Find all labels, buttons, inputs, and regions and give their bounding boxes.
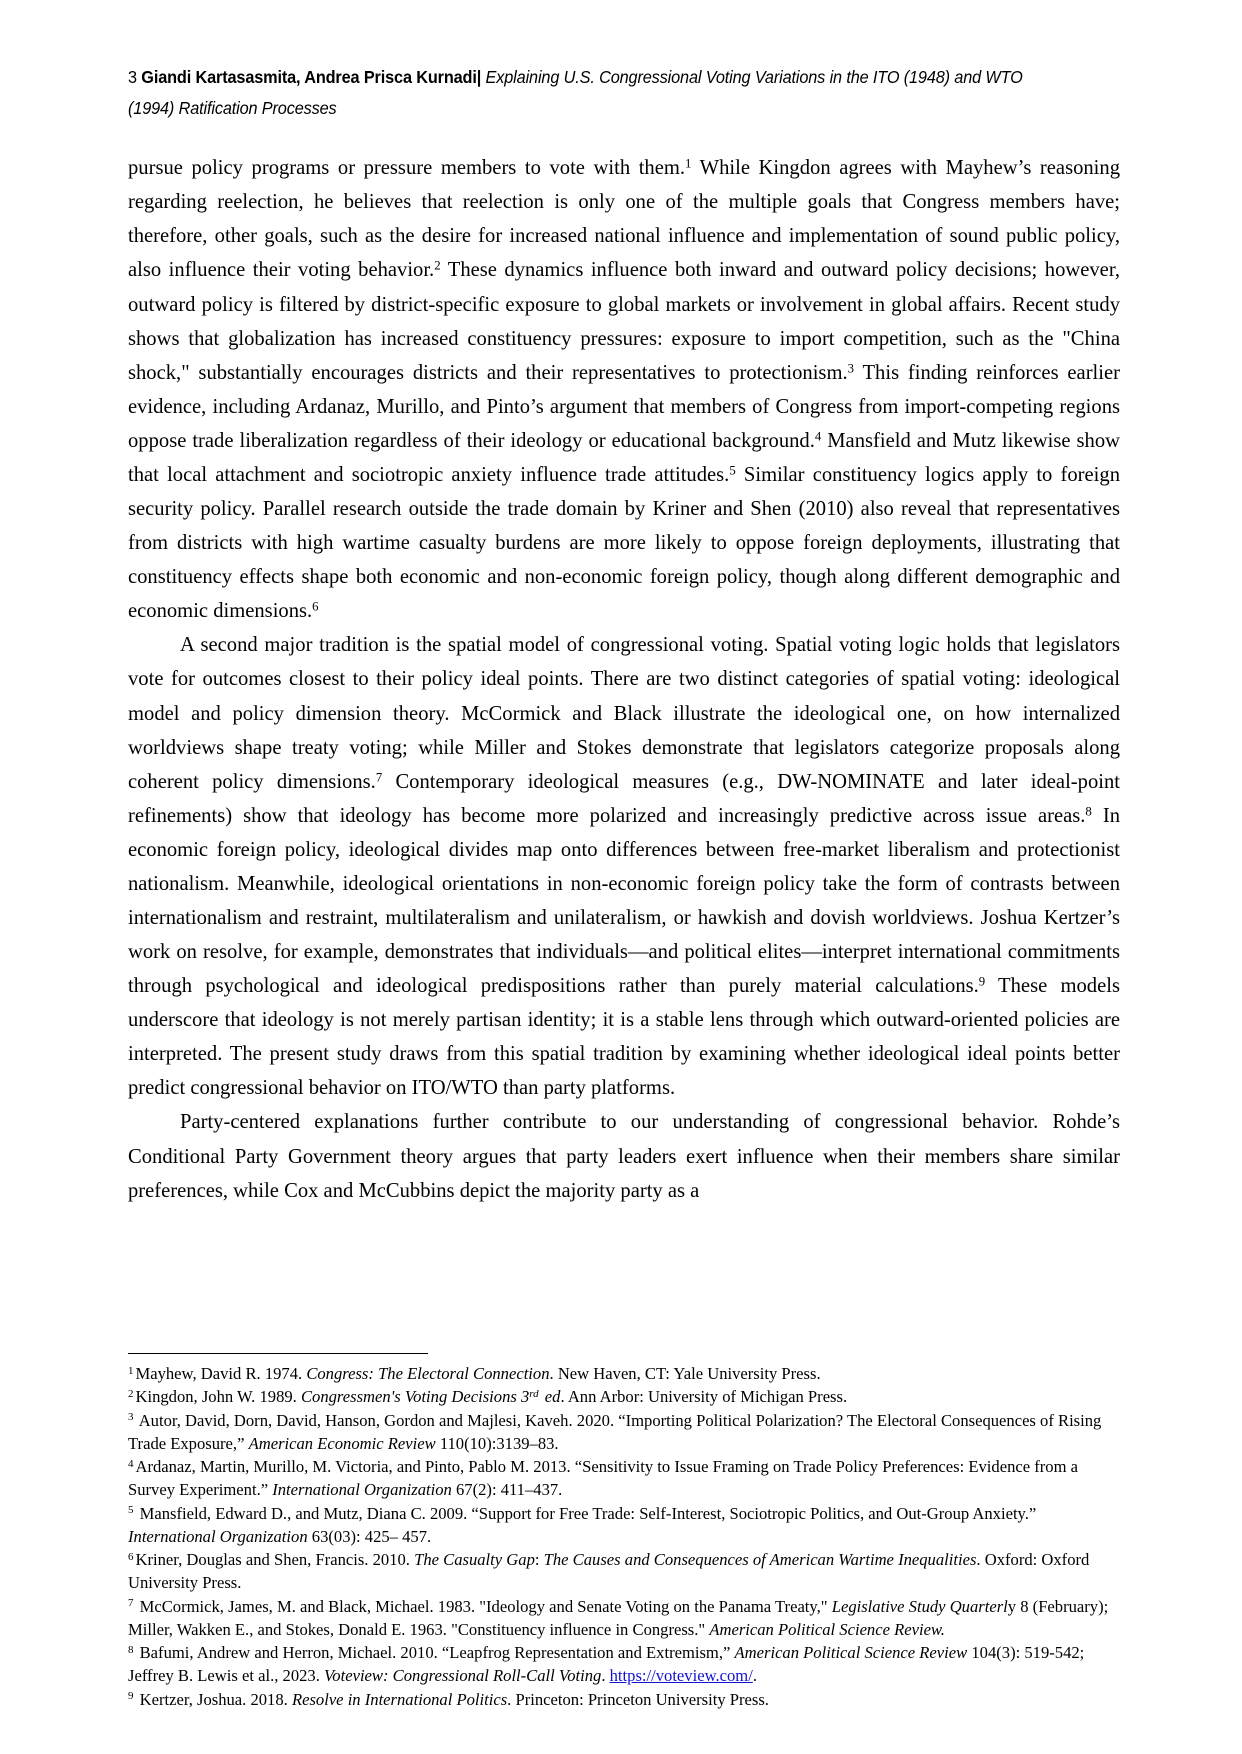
footnote-text: . Princeton: Princeton University Press. xyxy=(507,1689,769,1709)
footnote-marker: 4 xyxy=(128,1457,134,1470)
header-page-number: 3 xyxy=(128,67,137,87)
footnote-marker: 1 xyxy=(128,1364,134,1377)
footnote-marker: 3 xyxy=(128,1411,134,1424)
footnote-italic-text: Legislative Study Quarterl xyxy=(831,1596,1008,1616)
footnote-item xyxy=(128,1642,1120,1688)
footnote-marker: 2 xyxy=(128,1387,134,1400)
p2-segment-b: Contemporary ideological measures (e.g., DW-NOMINATE and later ideal-point refinements) show that ideology has become more polarized and increasingly predictive across issue areas. xyxy=(128,770,1120,827)
footnote-italic-text: Resolve in International Politics xyxy=(291,1689,508,1709)
footnote-italic-text: International Organization xyxy=(128,1526,308,1546)
footnote-text: Bafumi, Andrew and Herron, Michael. 2010. “Leapfrog Representation and Extremism,” xyxy=(135,1643,735,1663)
paragraph-3 xyxy=(128,1105,1120,1207)
header-authors: Giandi Kartasasmita, Andrea Prisca Kurnadi xyxy=(141,67,477,87)
footnote-italic-text: Congress: The Electoral Connection xyxy=(306,1363,550,1383)
footnote-ref-8[interactable]: 8 xyxy=(1085,804,1092,819)
footnote-italic-text: American Political Science Review xyxy=(734,1643,968,1663)
p1-segment-f: Similar constituency logics apply to foreign security policy. Parallel research outside the trade domain by Kriner and Shen (2010) also reveal that representatives from districts with high wartime casualty burdens are more likely to oppose foreign deployments, illustrating that constituency effects shape both economic and non-economic foreign policy, though along different demographic and economic dimensions. xyxy=(128,463,1120,623)
running-header xyxy=(128,62,1120,123)
footnote-italic-text: American Economic Review xyxy=(248,1433,436,1453)
footnote-marker: 7 xyxy=(128,1597,134,1610)
footnote-marker: 5 xyxy=(128,1504,134,1517)
paragraph-2 xyxy=(128,628,1120,1105)
p1-segment-a: pursue policy programs or pressure members to vote with them. xyxy=(128,157,686,180)
footnote-text: 104(3): 519-542; Jeffrey B. Lewis et al., 2023. xyxy=(128,1643,1085,1686)
footnote-area xyxy=(128,1353,1120,1712)
footnote-ref-1[interactable]: 1 xyxy=(685,156,692,171)
p1-segment-d: This finding reinforces earlier evidence, including Ardanaz, Murillo, and Pinto’s argument that members of Congress from import-competing regions oppose trade liberalization regardless of their ideology or educational background. xyxy=(128,361,1120,452)
footnote-text: 63(03): 425– 457. xyxy=(307,1526,432,1546)
footnote-item xyxy=(128,1363,1120,1386)
footnote-italic-text: ed xyxy=(540,1387,561,1407)
footnote-italic-text: Voteview: Congressional Roll-Call Voting xyxy=(324,1666,602,1686)
header-title-line-2: (1994) Ratification Processes xyxy=(128,97,337,118)
footnote-text: Mansfield, Edward D., and Mutz, Diana C. 2009. “Support for Free Trade: Self-Interest, Sociotropic Politics, and Out-Group Anxiety.” xyxy=(135,1503,1037,1523)
p1-segment-e: Mansfield and Mutz likewise show that local attachment and sociotropic anxiety influence trade attitudes. xyxy=(128,429,1120,486)
p1-segment-c: These dynamics influence both inward and outward policy decisions; however, outward policy is filtered by district-specific exposure to global markets or involvement in global affairs. Recent study shows that globalization has increased constituency pressures: exposure to import competition, such as the "China shock," substantially encourages districts and their representatives to protectionism. xyxy=(128,259,1121,384)
footnote-item xyxy=(128,1549,1120,1595)
header-title-line-1: Explaining U.S. Congressional Voting Variations in the ITO (1948) and WTO xyxy=(485,67,1023,87)
header-separator: | xyxy=(476,67,482,87)
footnote-text: : xyxy=(534,1550,544,1570)
footnote-hyperlink[interactable]: https://voteview.com/ xyxy=(609,1666,753,1686)
footnote-text: . New Haven, CT: Yale University Press. xyxy=(549,1363,821,1383)
footnote-text: . xyxy=(601,1666,610,1686)
footnote-marker: 6 xyxy=(128,1550,134,1563)
footnote-separator-rule xyxy=(128,1353,428,1354)
footnote-text: Mayhew, David R. 1974. xyxy=(135,1363,307,1383)
footnote-text: y 8 (February); Miller, Wakken E., and Stokes, Donald E. 1963. "Constituency influence in Congress." xyxy=(128,1596,1109,1639)
footnote-ref-9[interactable]: 9 xyxy=(978,974,986,989)
footnote-text: . xyxy=(752,1666,757,1686)
footnote-ref-3[interactable]: 3 xyxy=(847,361,855,376)
footnote-item xyxy=(128,1386,1120,1409)
footnote-text: Autor, David, Dorn, David, Hanson, Gordon and Majlesi, Kaveh. 2020. “Importing Political Polarization? The Electoral Consequences of Rising Trade Exposure,” xyxy=(128,1410,1102,1453)
body-text xyxy=(128,151,1120,1207)
footnote-text: Kertzer, Joshua. 2018. xyxy=(135,1689,292,1709)
p1-segment-b: While Kingdon agrees with Mayhew’s reasoning regarding reelection, he believes that reelection is only one of the multiple goals that Congress members have; therefore, other goals, such as the desire for increased national influence and implementation of sound public policy, also influence their voting behavior. xyxy=(128,157,1120,282)
footnote-text: 110(10):3139–83. xyxy=(435,1433,559,1453)
footnote-item xyxy=(128,1596,1120,1642)
footnote-ordinal-suffix: rd xyxy=(529,1387,539,1400)
footnote-text: Kingdon, John W. 1989. xyxy=(135,1387,301,1407)
footnote-marker: 8 xyxy=(128,1643,134,1656)
footnote-list xyxy=(128,1363,1120,1712)
footnote-text: . Oxford: Oxford University Press. xyxy=(128,1550,1090,1593)
footnote-text: Ardanaz, Martin, Murillo, M. Victoria, and Pinto, Pablo M. 2013. “Sensitivity to Issue Framing on Trade Policy Preferences: Evidence from a Survey Experiment.” xyxy=(128,1457,1079,1500)
paragraph-1 xyxy=(128,151,1120,628)
p2-segment-a: A second major tradition is the spatial model of congressional voting. Spatial voting logic holds that legislators vote for outcomes closest to their policy ideal points. There are two distinct categories of spatial voting: ideological model and policy dimension theory. McCormick and Black illustrate the ideological one, on how internalized worldviews shape treaty voting; while Miller and Stokes demonstrate that legislators categorize proposals along coherent policy dimensions. xyxy=(128,634,1120,793)
footnote-item xyxy=(128,1456,1120,1502)
footnote-ref-6[interactable]: 6 xyxy=(312,599,319,614)
footnote-italic-text: Congressmen's Voting Decisions 3 xyxy=(300,1387,530,1407)
footnote-item xyxy=(128,1689,1120,1712)
footnote-item xyxy=(128,1503,1120,1549)
footnote-italic-text: American Political Science Review. xyxy=(709,1619,945,1639)
footnote-italic-text: The Casualty Gap xyxy=(414,1550,535,1570)
footnote-ref-2[interactable]: 2 xyxy=(434,258,441,273)
footnote-marker: 9 xyxy=(128,1690,134,1703)
p3-segment-a: Party-centered explanations further contribute to our understanding of congressional behavior. Rohde’s Conditional Party Government theory argues that party leaders exert influence when their members share similar preferences, while Cox and McCubbins depict the majority party as a xyxy=(128,1111,1120,1202)
footnote-text: . Ann Arbor: University of Michigan Press. xyxy=(560,1387,848,1407)
footnote-text: McCormick, James, M. and Black, Michael. 1983. "Ideology and Senate Voting on the Panama Treaty," xyxy=(135,1596,832,1616)
p2-segment-c: In economic foreign policy, ideological divides map onto differences between free-market liberalism and protectionist nationalism. Meanwhile, ideological orientations in non-economic foreign policy take the form of contrasts between internationalism and restraint, multilateralism and unilateralism, or hawkish and dovish worldviews. Joshua Kertzer’s work on resolve, for example, demonstrates that individuals—and political elites—interpret international commitments through psychological and ideological predispositions rather than purely material calculations. xyxy=(128,804,1120,998)
footnote-item xyxy=(128,1410,1120,1456)
footnote-ref-5[interactable]: 5 xyxy=(729,463,736,478)
footnote-italic-text: International Organization xyxy=(272,1480,452,1500)
footnote-text: 67(2): 411–437. xyxy=(451,1480,563,1500)
footnote-text: Kriner, Douglas and Shen, Francis. 2010. xyxy=(135,1550,415,1570)
footnote-italic-text: The Causes and Consequences of American Wartime Inequalities xyxy=(543,1550,977,1570)
footnote-ref-4[interactable]: 4 xyxy=(814,429,822,444)
footnote-ref-7[interactable]: 7 xyxy=(375,770,383,785)
p2-segment-d: These models underscore that ideology is not merely partisan identity; it is a stable lens through which outward-oriented policies are interpreted. The present study draws from this spatial tradition by examining whether ideological ideal points better predict congressional behavior on ITO/WTO than party platforms. xyxy=(128,975,1120,1100)
